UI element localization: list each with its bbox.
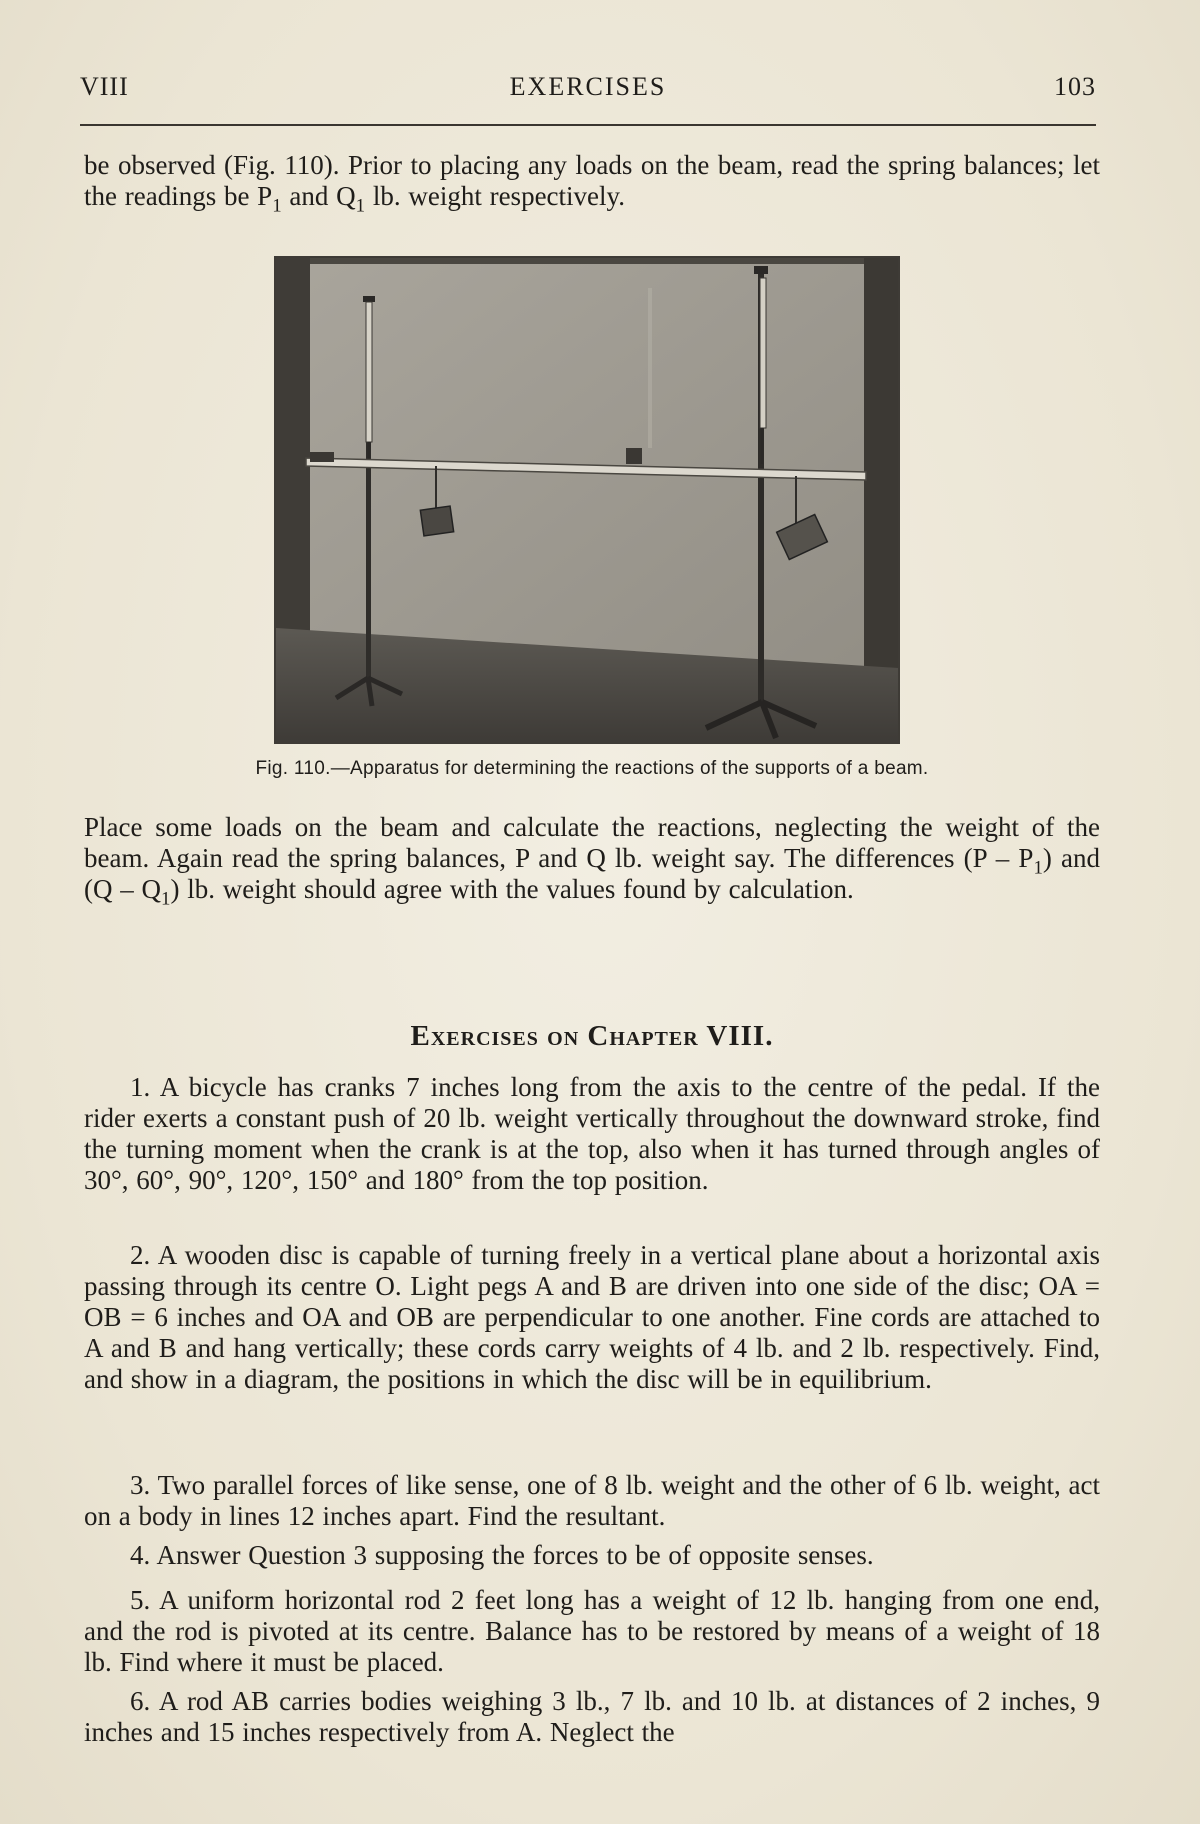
figure-photograph [274, 256, 900, 744]
place-text-2: ) and (Q – Q [84, 843, 1101, 904]
place-text-1: Place some loads on the beam and calculate the reactions, neglecting the weight of the beam. Again read the spring balances, P and Q lb. weight say. The differences (P – P [84, 812, 1100, 873]
place-text-3: ) lb. weight should agree with the values found by calculation. [170, 874, 854, 904]
chapter-number: VIII [80, 72, 129, 101]
intro-paragraph [84, 150, 1100, 217]
place-subscript-2: 1 [161, 888, 171, 910]
running-title: EXERCISES [509, 72, 667, 101]
exercise-4: 4. Answer Question 3 supposing the forces to be of opposite senses. [130, 1540, 874, 1570]
figure-caption: Fig. 110.—Apparatus for determining the reactions of the supports of a beam. [255, 758, 929, 779]
intro-text-3: lb. weight respectively. [365, 181, 626, 211]
intro-subscript-2: 1 [355, 195, 366, 217]
left-spring-balance [366, 302, 372, 442]
exercise-1: 1. A bicycle has cranks 7 inches long from the axis to the centre of the pedal. If the rider exerts a constant push of 20 lb. weight vertically throughout the downward stroke, find the turning moment when the crank is at the top, also when it has turned through angles of 30°, 60°, 90°, 120°, 150° and 180° from the top position. [84, 1072, 1100, 1195]
left-load-weight [420, 506, 453, 536]
apparatus-illustration [276, 258, 898, 742]
exercise-3: 3. Two parallel forces of like sense, one of 8 lb. weight and the other of 6 lb. weight, act on a body in lines 12 inches apart. Find the resultant. [84, 1470, 1100, 1531]
page-number: 103 [1054, 72, 1096, 101]
right-spring-balance [760, 278, 766, 428]
exercise-6: 6. A rod AB carries bodies weighing 3 lb., 7 lb. and 10 lb. at distances of 2 inches, 9 inches and 15 inches respectively from A. Neglect the [84, 1686, 1100, 1747]
beam-clamp [626, 448, 642, 464]
intro-text-1: be observed (Fig. 110). Prior to placing any loads on the beam, read the spring balances; let the readings be P [84, 150, 1100, 211]
exercise-5: 5. A uniform horizontal rod 2 feet long has a weight of 12 lb. hanging from one end, and the rod is pivoted at its centre. Balance has to be restored by means of a weight of 18 lb. Find where it must be placed. [84, 1585, 1100, 1677]
running-header [80, 72, 1096, 108]
place-paragraph [84, 812, 1101, 910]
intro-text-2: and Q [281, 181, 356, 211]
header-rule [80, 124, 1096, 126]
section-heading: Exercises on Chapter VIII. [410, 1020, 774, 1052]
place-subscript-1: 1 [1033, 857, 1043, 879]
exercise-2: 2. A wooden disc is capable of turning freely in a vertical plane about a horizontal axis passing through its centre O. Light pegs A and B are driven into one side of the disc; OA = OB = 6 inches and OA and OB are perpendicular to one another. Fine cords are attached to A and B and hang vertically; these cords carry weights of 4 lb. and 2 lb. respectively. Find, and show in a diagram, the positions in which the disc will be in equilibrium. [84, 1240, 1100, 1394]
intro-subscript-1: 1 [272, 195, 282, 217]
